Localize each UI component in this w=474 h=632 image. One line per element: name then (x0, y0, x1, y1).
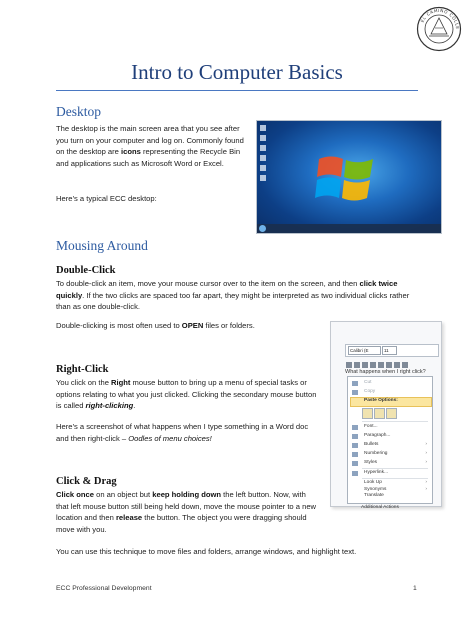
submenu-arrow-icon: › (425, 480, 427, 485)
page-number: 1 (413, 585, 417, 592)
menu-item-hyperlink: Hyperlink... (364, 470, 388, 475)
context-menu (347, 376, 433, 504)
context-menu-screenshot (330, 321, 442, 510)
desktop-paragraph-2: Here’s a typical ECC desktop: (56, 194, 157, 203)
menu-item-numbering: Numbering (364, 451, 388, 456)
menu-item-synonyms: Synonyms (364, 487, 387, 492)
desktop-screenshot (256, 120, 442, 234)
menu-item-cut: Cut (364, 380, 372, 385)
right-click-paragraph: You click on the Right mouse button to bring up a menu of special tasks or options relating to what you just clicked. Clicking the secondary mouse button is called right-clicking. (56, 378, 317, 411)
font-icon (352, 425, 358, 430)
double-click-paragraph: To double-click an item, move your mouse cursor over to the item on the screen, and then click twice quickly. If the two clicks are spaced too far apart, they might be interpreted as two individual clicks rather than as one double-click. (56, 279, 410, 312)
click-drag-paragraph: Click once on an object but keep holding down the left button. Now, with that left mouse button still being held down, move the mouse pointer to a new location and then release the button. The object you were dragging should move with you. (56, 490, 317, 534)
copy-icon (352, 390, 358, 395)
menu-item-look-up: Look Up (364, 480, 382, 485)
submenu-arrow-icon: › (425, 442, 427, 447)
page-title: Intro to Computer Basics (131, 60, 343, 84)
menu-item-paste-options: Paste Options: (364, 398, 398, 403)
menu-item-styles: Styles (364, 460, 378, 465)
subheading-click-drag: Click & Drag (56, 476, 117, 487)
mini-toolbar-buttons (345, 357, 437, 367)
numbering-icon (352, 452, 358, 457)
taskbar (257, 224, 441, 233)
font-name-box: Calibri (E (348, 346, 381, 355)
desktop-paragraph: The desktop is the main screen area that you see after you turn on your computer and log on. Commonly found on the desktop are icons representing the Recycle Bin and applications such as Microsoft Word or Excel. (56, 124, 244, 168)
styles-icon (352, 461, 358, 466)
mini-toolbar (345, 344, 439, 357)
cut-icon (352, 381, 358, 386)
desktop-icons (260, 125, 268, 185)
svg-text:EL CAMINO COLLEGE: EL CAMINO COLLE (419, 7, 461, 30)
menu-item-bullets: Bullets (364, 442, 379, 447)
menu-item-paragraph: Paragraph... (364, 433, 391, 438)
menu-item-font: Font... (364, 424, 378, 429)
hyperlink-icon (352, 471, 358, 476)
menu-item-additional-actions: Additional Actions (361, 505, 399, 510)
menu-item-copy: Copy (364, 389, 376, 394)
submenu-arrow-icon: › (425, 487, 427, 492)
college-seal (416, 6, 462, 52)
double-click-paragraph-2: Double-clicking is most often used to OPEN files or folders. (56, 321, 255, 330)
paragraph-icon (352, 434, 358, 439)
section-heading-desktop: Desktop (56, 104, 101, 119)
submenu-arrow-icon: › (425, 451, 427, 456)
menu-item-translate: Translate (364, 493, 384, 498)
section-heading-mousing: Mousing Around (56, 238, 148, 253)
title-rule (56, 90, 418, 91)
start-button-icon (259, 225, 266, 232)
click-drag-paragraph-2: You can use this technique to move files and folders, arrange windows, and highlight text. (56, 547, 357, 556)
subheading-right-click: Right-Click (56, 364, 109, 375)
right-click-paragraph-2: Here’s a screenshot of what happens when I type something in a Word doc and then right-click – Oodles of menu choices! (56, 422, 309, 443)
submenu-arrow-icon: › (425, 460, 427, 465)
bullets-icon (352, 443, 358, 448)
subheading-double-click: Double-Click (56, 265, 116, 276)
document-snippet: What happens when I right click? (345, 369, 426, 375)
windows-logo-icon (313, 149, 381, 209)
font-size-box: 11 (382, 346, 397, 355)
footer-label: ECC Professional Development (56, 585, 152, 592)
